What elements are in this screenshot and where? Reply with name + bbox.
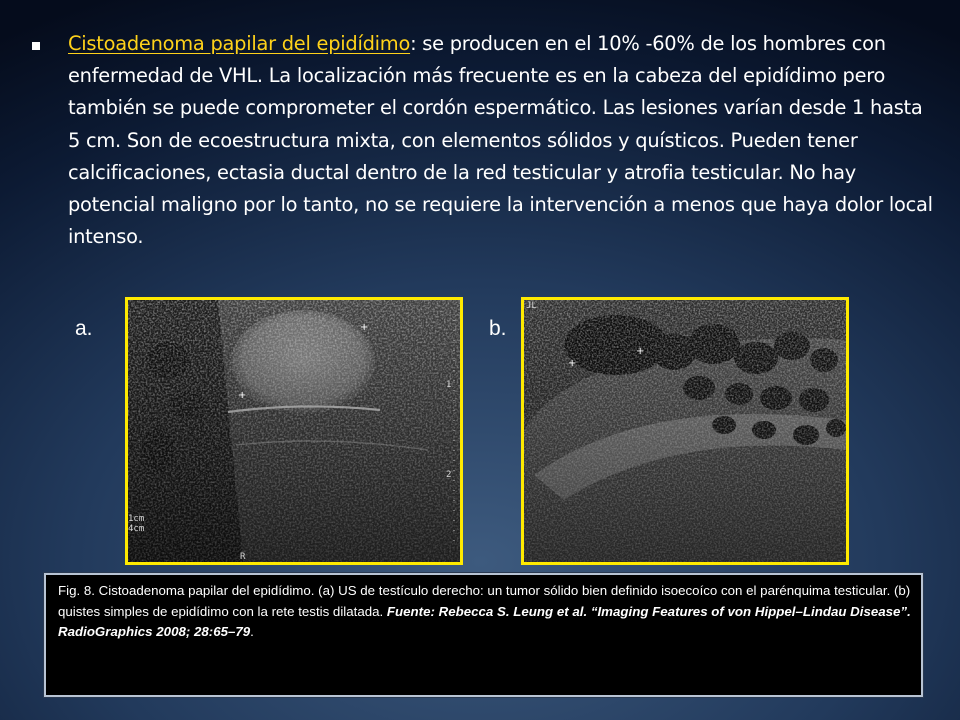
bullet-body-text: : se producen en el 10% -60% de los hombres con enfermedad de VHL. La localización más frecuente es en la cabeza del epidídimo pero también se puede comprometer el cordón espermático. Las lesiones varían desde 1 hasta 5 cm. Son de ecoestructura mixta, con elementos sólidos y quísticos. Pueden tener calcificaciones, ectasia ductal dentro de la red testicular y atrofia testicular. No hay potencial maligno por lo tanto, no se requiere la intervención a menos que haya dolor local intenso.	[68, 32, 933, 249]
orientation-marker-b: JL	[526, 301, 537, 311]
figure-caption	[58, 581, 911, 643]
caption-end: .	[250, 624, 254, 639]
depth-marker-2: 2	[446, 470, 452, 480]
svg-text:+: +	[360, 322, 369, 333]
scale-label-top: 1cm	[128, 514, 145, 524]
panel-label-a: a.	[75, 317, 93, 340]
figure-caption-box	[44, 573, 923, 697]
svg-text:+: +	[568, 358, 577, 369]
caption-text: Fig. 8. Cistoadenoma papilar del epidídimo. (a) US de testículo derecho: un tumor sólido bien definido isoecoíco con el parénquima testicular. (b) quistes simples de epidídimo con la rete testis dilatada.	[58, 583, 911, 619]
svg-text:+: +	[636, 346, 645, 357]
ultrasound-image-a	[125, 297, 463, 565]
square-bullet-icon	[32, 42, 40, 50]
scale-label-bottom: 4cm	[128, 524, 145, 534]
svg-text:+: +	[238, 390, 247, 401]
ultrasound-image-b-graphic	[524, 300, 846, 562]
orientation-marker: R	[240, 552, 246, 562]
bullet-paragraph	[68, 28, 936, 253]
depth-marker-1: 1	[446, 380, 452, 390]
bullet-paragraph-block	[28, 28, 933, 253]
ultrasound-image-a-graphic	[128, 300, 460, 562]
panel-label-b: b.	[489, 317, 507, 340]
ultrasound-image-b	[521, 297, 849, 565]
caption-source: Fuente: Rebecca S. Leung et al. “Imaging Features of von Hippel–Lindau Disease”. RadioGraphics 2008; 28:65–79	[58, 603, 911, 639]
bullet-title-link[interactable]: Cistoadenoma papilar del epidídimo	[68, 32, 411, 55]
